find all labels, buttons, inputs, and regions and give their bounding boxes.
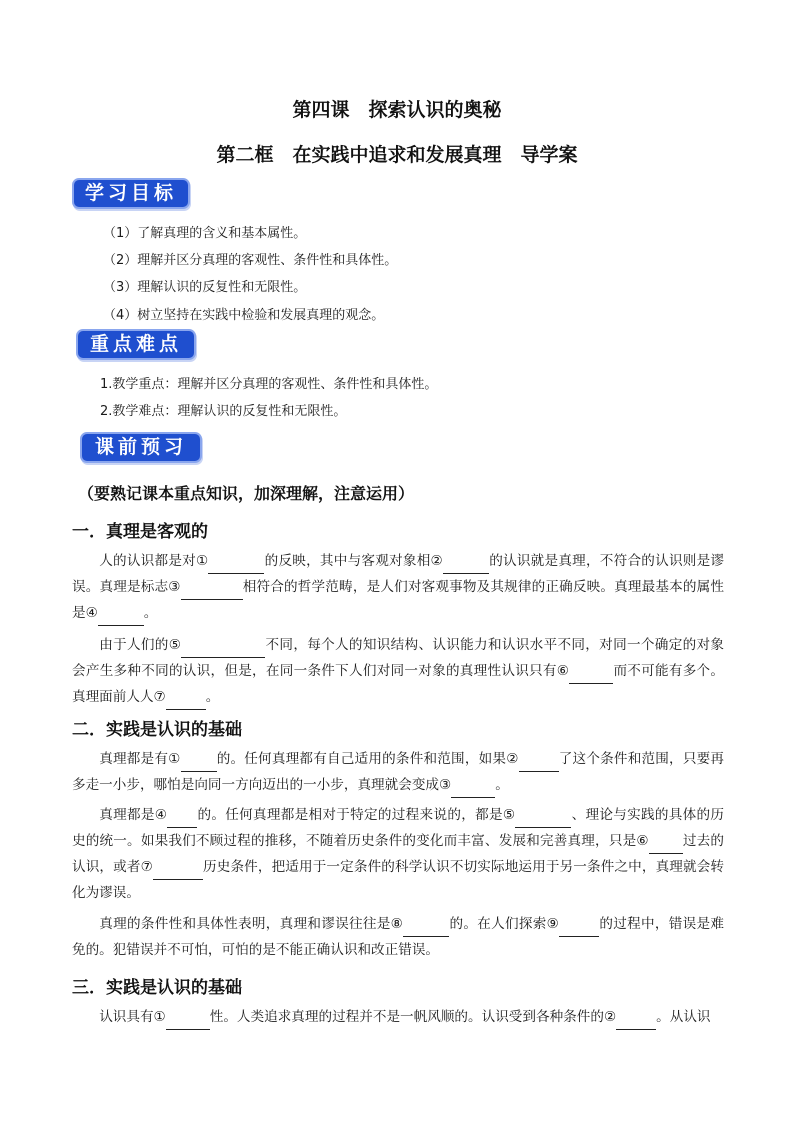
text: 。从认识 [656, 1009, 711, 1025]
paragraph-concrete [72, 802, 724, 906]
fill-blank[interactable] [515, 809, 571, 828]
objectives-badge: 学习目标 [72, 178, 190, 209]
paragraph-conditional [72, 746, 724, 798]
lesson-title: 第四课 探索认识的奥秘 [292, 99, 502, 121]
text: 不同，每个人的知识结构、认识能力和认识水平不同，对同一个确定的对象会产生多种不同的认识，但是，在同一条件下人们对同一对象的真理性认识只有⑥ [72, 637, 725, 679]
text: 由于人们的⑤ [99, 637, 182, 653]
fill-blank[interactable] [519, 753, 559, 772]
text: 相符合的哲学范畴，是人们对客观事物及其规律的正确反映。真理最基本的属性是④ [72, 579, 724, 621]
fill-blank[interactable] [649, 835, 683, 854]
lesson-subtitle: 第二框 在实践中追求和发展真理 导学案 [216, 144, 578, 166]
text: 人的认识都是对① [99, 553, 209, 569]
fill-blank[interactable] [569, 665, 613, 684]
fill-blank[interactable] [167, 809, 197, 828]
text: 。 [205, 689, 220, 705]
key-point-item: 1.教学重点：理解并区分真理的客观性、条件性和具体性。 [100, 377, 438, 392]
fill-blank[interactable] [451, 779, 495, 798]
fill-blank[interactable] [98, 607, 144, 626]
fill-blank[interactable] [166, 1011, 210, 1030]
text: 真理都是④ [99, 807, 168, 823]
text: 性。人类追求真理的过程并不是一帆风顺的。认识受到各种条件的② [209, 1009, 617, 1025]
fill-blank[interactable] [403, 918, 449, 937]
fill-blank[interactable] [153, 861, 203, 880]
preview-note: （要熟记课本重点知识，加深理解，注意运用） [78, 484, 415, 503]
objective-item: （2）理解并区分真理的客观性、条件性和具体性。 [103, 253, 398, 268]
text: 的过程中，错误是难免的。犯错误并不可怕，可怕的是不能正确认识和改正错误。 [72, 916, 725, 958]
preview-badge: 课前预习 [80, 432, 202, 463]
text: 的反映，其中与客观对象相② [264, 553, 443, 569]
text: 历史条件，把适用于一定条件的科学认识不切实际地运用于另一条件之中，真理就会转化为谬误。 [72, 859, 725, 901]
section-heading: 三．实践是认识的基础 [72, 978, 242, 998]
fill-blank[interactable] [443, 555, 489, 574]
text: 过去的认识，或者⑦ [72, 833, 724, 875]
text: 。 [495, 777, 509, 793]
fill-blank[interactable] [208, 555, 264, 574]
section-heading: 二．实践是认识的基础 [72, 720, 242, 740]
key-point-item: 2.教学难点：理解认识的反复性和无限性。 [100, 404, 347, 419]
text: 认识具有① [99, 1009, 166, 1025]
fill-blank[interactable] [559, 918, 599, 937]
section-heading: 一．真理是客观的 [72, 522, 208, 542]
text: 的。任何真理都是相对于特定的过程来说的，都是⑤ [197, 807, 516, 823]
paragraph-truth-objective-2 [72, 632, 724, 710]
text: 。 [143, 605, 158, 621]
objective-item: （3）理解认识的反复性和无限性。 [103, 280, 307, 295]
text: 真理都是有① [99, 751, 181, 767]
fill-blank[interactable] [181, 581, 243, 600]
objective-item: （1）了解真理的含义和基本属性。 [103, 226, 307, 241]
text: 、理论与实践的具体的历史的统一。如果我们不顾过程的推移，不随着历史条件的变化而丰富、发展和完善真理，只是⑥ [72, 807, 725, 849]
key-points-badge: 重点难点 [76, 329, 196, 360]
text: 的。在人们探索⑨ [449, 916, 560, 932]
text: 的。任何真理都有自己适用的条件和范围，如果② [216, 751, 519, 767]
paragraph-truth-objective-1 [72, 548, 724, 626]
fill-blank[interactable] [181, 639, 265, 658]
text: 而不可能有多个。真理面前人人⑦ [72, 663, 725, 705]
fill-blank[interactable] [181, 753, 217, 772]
text: 的认识就是真理，不符合的认识则是谬误。真理是标志③ [72, 553, 725, 595]
text: 了这个条件和范围，只要再多走一小步，哪怕是向同一方向迈出的一小步，真理就会变成③ [72, 751, 725, 793]
fill-blank[interactable] [166, 691, 206, 710]
text: 真理的条件性和具体性表明，真理和谬误往往是⑧ [99, 916, 404, 932]
objective-item: （4）树立坚持在实践中检验和发展真理的观念。 [103, 308, 385, 323]
fill-blank[interactable] [616, 1011, 656, 1030]
paragraph-repetition [72, 1004, 724, 1030]
paragraph-truth-error [72, 911, 724, 963]
